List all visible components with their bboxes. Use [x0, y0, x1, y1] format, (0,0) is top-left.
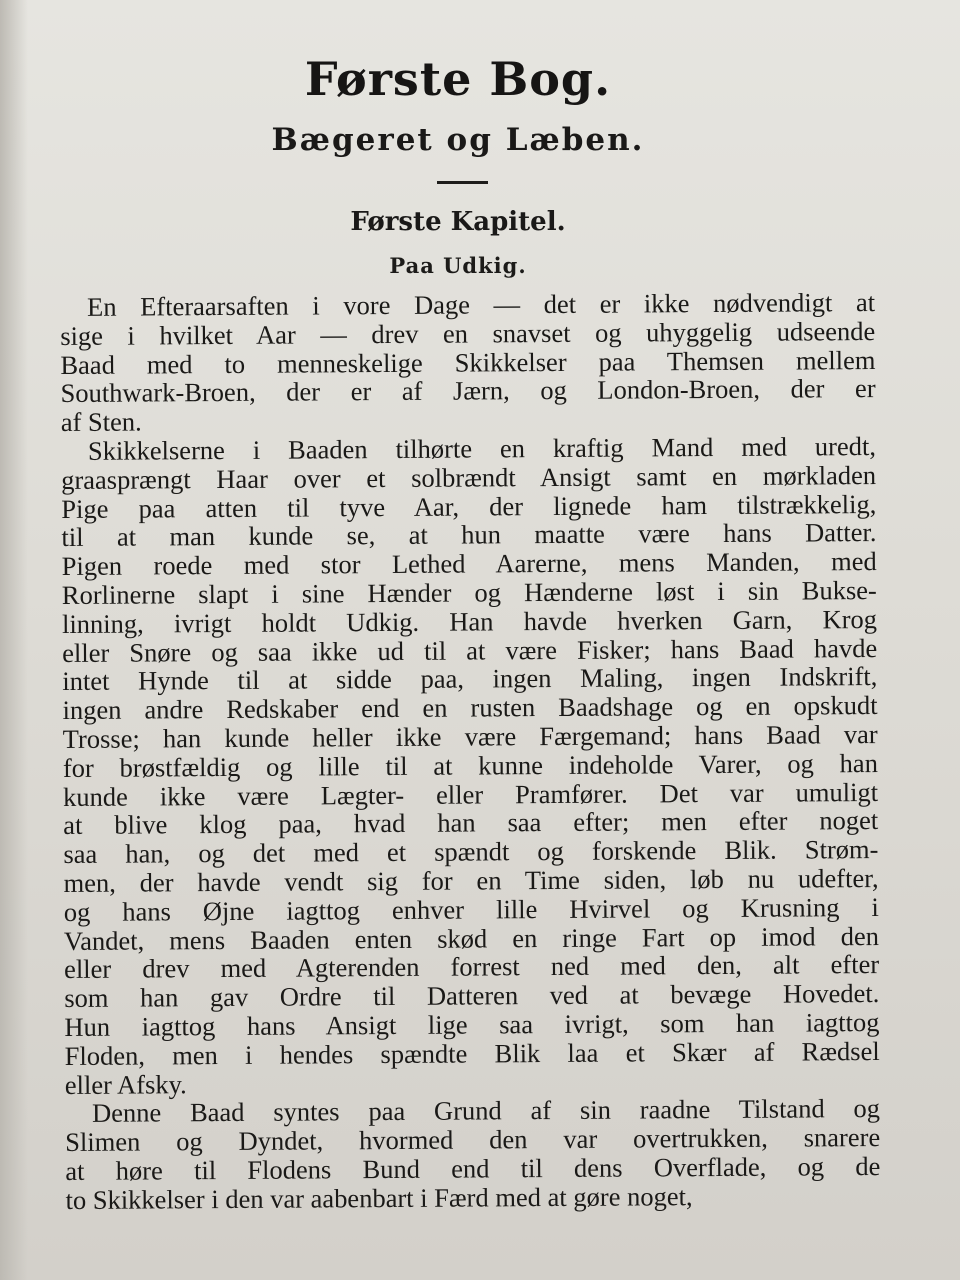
text-line: to Skikkelser i den var aabenbart i Færd med at gøre noget,: [65, 1180, 693, 1215]
text-line: linning, ivrigt holdt Udkig. Han havde hverken Garn, Krog: [61, 603, 878, 639]
text-line: graasprængt Haar over et solbrændt Ansigt samt en mørkladen: [61, 459, 877, 495]
text-line: af Sten.: [60, 406, 142, 438]
text-line: til at man kunde se, at hun maatte være hans Datter.: [61, 517, 877, 553]
chapter-subtitle: Paa Udkig.: [389, 253, 527, 278]
text-line: kunde ikke være Lægter- eller Pramfører. Det var umuligt: [62, 776, 879, 812]
title-divider: [437, 181, 488, 184]
text-line: men, der havde vendt sig for en Time siden, løb nu udefter,: [63, 862, 879, 898]
text-line: Vandet, mens Baaden enten skød en ringe Fart op imod den: [63, 920, 880, 956]
text-line: Trosse; han kunde heller ikke være Færgemand; hans Baad var: [62, 718, 878, 754]
book-subtitle: Bægeret og Læben.: [271, 122, 645, 158]
text-line: og hans Øjne iagttog enhver lille Hvirvel og Krusning i: [63, 891, 879, 927]
paragraph: [60, 288, 876, 437]
text-line: eller drev med Agterenden forrest ned med den, alt efter: [64, 949, 880, 985]
text-line: som han gav Ordre til Datteren ved at bevæge Hovedet.: [64, 978, 880, 1014]
paragraph: [61, 432, 880, 1099]
page-gutter-shadow: [0, 0, 28, 1280]
text-line: ingen andre Redskaber end en rusten Baadshage og en opskudt: [62, 690, 878, 726]
text-line: saa han, og det med et spændt og forskende Blik. Strøm-: [63, 834, 879, 870]
text-line: Floden, men i hendes spændte Blik laa et Skær af Rædsel: [64, 1035, 880, 1071]
text-line: Southwark-Broen, der er af Jærn, og London-Broen, der er: [60, 373, 876, 409]
text-line: Rorlinerne slapt i sine Hænder og Hænderne løst i sin Bukse-: [61, 574, 877, 610]
text-line: Skikkelserne i Baaden tilhørte en kraftig Mand med uredt,: [87, 431, 877, 466]
text-line: En Efteraarsaften i vore Dage — det er ikke nødvendigt at: [86, 287, 876, 322]
text-line: Hun iagttog hans Ansigt lige saa ivrigt, som han iagttog: [64, 1006, 880, 1042]
paragraph: [65, 1094, 881, 1214]
text-line: at blive klog paa, hvad han saa efter; men efter noget: [63, 805, 879, 841]
text-line: Pige paa atten til tyve Aar, der lignede ham tilstrækkelig,: [61, 488, 877, 524]
text-line: for brøstfældig og lille til at kunne indeholde Varer, og han: [62, 747, 878, 783]
text-line: at høre til Flodens Bund end til dens Overflade, og de: [65, 1150, 881, 1186]
text-line: intet Hynde til at sidde paa, ingen Maling, ingen Indskrift,: [62, 661, 878, 697]
text-line: eller Afsky.: [64, 1068, 187, 1100]
text-line: sige i hvilket Aar — drev en snavset og uhyggelig udseende: [60, 315, 876, 351]
text-line: Baad med to menneskelige Skikkelser paa Themsen mellem: [60, 344, 876, 380]
text-line: Pigen roede med stor Lethed Aarerne, mens Manden, med: [61, 546, 877, 582]
book-title: Første Bog.: [304, 52, 612, 106]
text-line: Slimen og Dyndet, hvormed den var overtrukken, snarere: [65, 1122, 881, 1158]
text-line: Denne Baad syntes paa Grund af sin raadne Tilstand og: [91, 1093, 881, 1129]
text-line: eller Snøre og saa ikke ud til at være Fisker; hans Baad havde: [62, 632, 878, 668]
body-text: [60, 288, 881, 1214]
chapter-title: Første Kapitel.: [350, 207, 566, 237]
